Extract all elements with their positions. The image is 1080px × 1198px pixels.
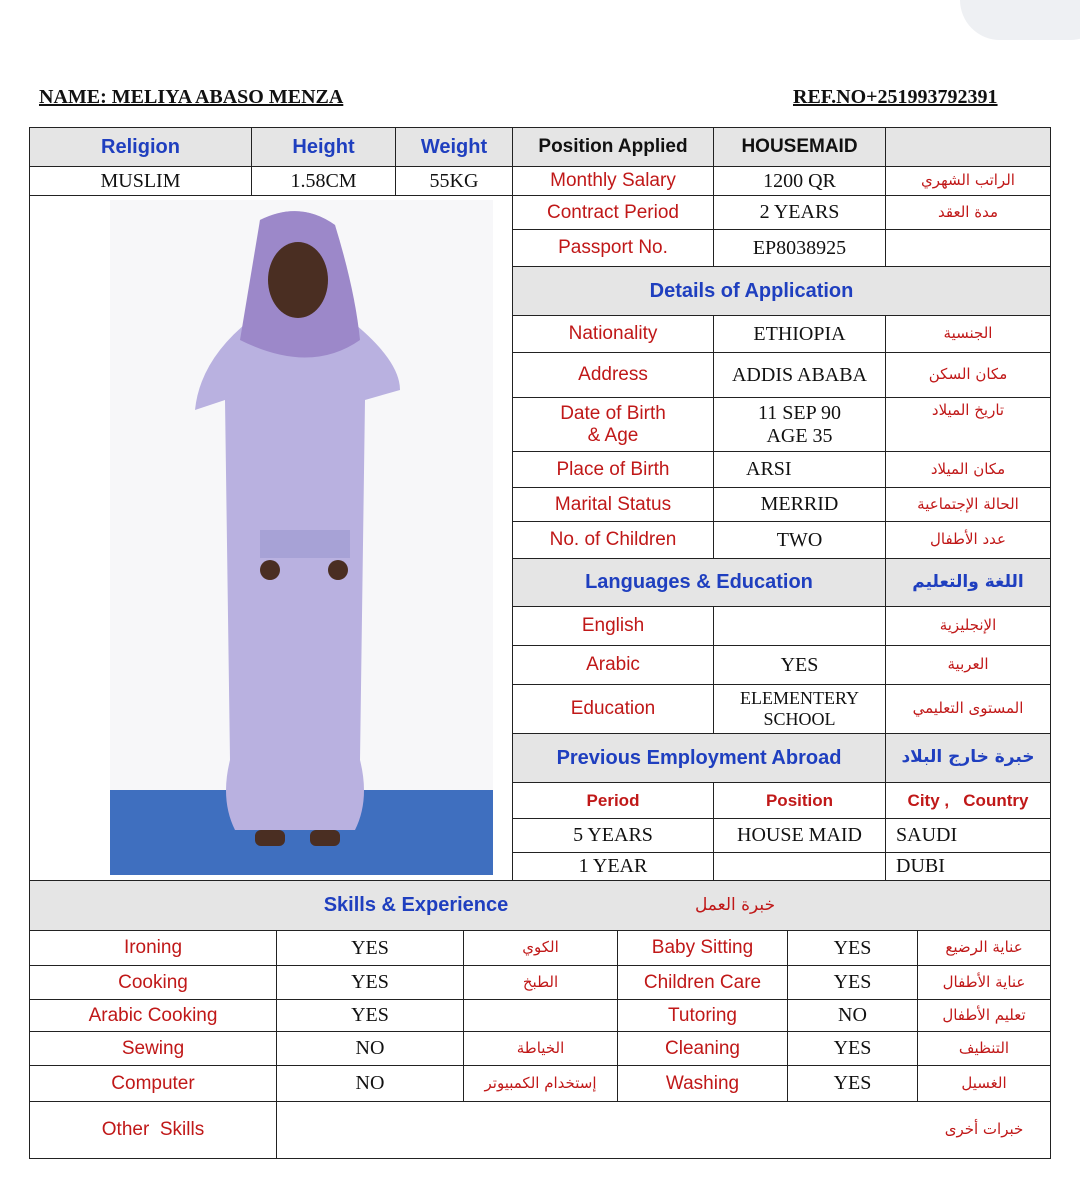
english-value	[713, 606, 886, 646]
position-arabic-empty	[885, 127, 1051, 167]
window-corner	[960, 0, 1080, 40]
skill-sewing-label: Sewing	[29, 1031, 277, 1066]
skill-sewing-arabic: الخياطة	[463, 1031, 618, 1066]
arabic-label: Arabic	[512, 645, 714, 685]
skill-ironing-value: YES	[276, 930, 464, 966]
other-skills-label: Other Skills	[29, 1101, 277, 1159]
candidate-figure-illustration	[110, 200, 493, 875]
skills-section-title-arabic: خبرة العمل	[694, 894, 776, 915]
details-section-title: Details of Application	[512, 266, 1051, 316]
address-arabic: مكان السكن	[885, 352, 1051, 398]
employment-row-2-location: DUBI	[885, 852, 1051, 881]
arabic-value: YES	[713, 645, 886, 685]
religion-value: MUSLIM	[29, 166, 252, 196]
place-of-birth-arabic: مكان الميلاد	[885, 451, 1051, 488]
skill-washing-arabic: الغسيل	[917, 1065, 1051, 1102]
skill-washing-label: Washing	[617, 1065, 788, 1102]
education-label: Education	[512, 684, 714, 734]
skill-arabic-cooking-value: YES	[276, 999, 464, 1032]
children-value: TWO	[713, 521, 886, 559]
employment-row-2-period: 1 YEAR	[512, 852, 714, 881]
english-arabic: الإنجليزية	[885, 606, 1051, 646]
education-arabic: المستوى التعليمي	[885, 684, 1051, 734]
height-label: Height	[251, 127, 396, 167]
skill-ironing-label: Ironing	[29, 930, 277, 966]
dob-age: AGE 35	[766, 424, 833, 447]
contract-period-value: 2 YEARS	[713, 195, 886, 230]
passport-label: Passport No.	[512, 229, 714, 267]
dob-value	[713, 397, 886, 452]
children-arabic: عدد الأطفال	[885, 521, 1051, 559]
employment-section-title-arabic: خبرة خارج البلاد	[885, 733, 1051, 783]
contract-period-arabic: مدة العقد	[885, 195, 1051, 230]
address-label: Address	[512, 352, 714, 398]
weight-label: Weight	[395, 127, 513, 167]
nationality-label: Nationality	[512, 315, 714, 353]
english-label: English	[512, 606, 714, 646]
employment-position-header: Position	[713, 782, 886, 819]
skill-baby-sitting-arabic: عناية الرضيع	[917, 930, 1051, 966]
place-of-birth-value: ARSI	[713, 451, 886, 488]
contract-period-label: Contract Period	[512, 195, 714, 230]
marital-status-arabic: الحالة الإجتماعية	[885, 487, 1051, 522]
skill-children-care-value: YES	[787, 965, 918, 1000]
skill-ironing-arabic: الكوي	[463, 930, 618, 966]
skill-children-care-arabic: عناية الأطفال	[917, 965, 1051, 1000]
nationality-value: ETHIOPIA	[713, 315, 886, 353]
skill-tutoring-label: Tutoring	[617, 999, 788, 1032]
skill-arabic-cooking-label: Arabic Cooking	[29, 999, 277, 1032]
employment-row-1-period: 5 YEARS	[512, 818, 714, 853]
position-applied-value: HOUSEMAID	[713, 127, 886, 167]
position-applied-label: Position Applied	[512, 127, 714, 167]
religion-label: Religion	[29, 127, 252, 167]
weight-value: 55KG	[395, 166, 513, 196]
education-value-line2: SCHOOL	[763, 709, 836, 729]
other-skills-arabic: خبرات أخرى	[944, 1120, 1024, 1139]
skill-washing-value: YES	[787, 1065, 918, 1102]
reference-number: REF.NO+251993792391	[793, 86, 998, 108]
monthly-salary-value: 1200 QR	[713, 166, 886, 196]
skill-computer-label: Computer	[29, 1065, 277, 1102]
marital-status-label: Marital Status	[512, 487, 714, 522]
employment-location-header: City , Country	[885, 782, 1051, 819]
passport-value: EP8038925	[713, 229, 886, 267]
marital-status-value: MERRID	[713, 487, 886, 522]
skill-cooking-value: YES	[276, 965, 464, 1000]
skill-tutoring-arabic: تعليم الأطفال	[917, 999, 1051, 1032]
skill-tutoring-value: NO	[787, 999, 918, 1032]
employment-period-header: Period	[512, 782, 714, 819]
dob-label	[512, 397, 714, 452]
children-label: No. of Children	[512, 521, 714, 559]
candidate-photo	[110, 200, 493, 875]
languages-section-title: Languages & Education	[512, 558, 886, 607]
skill-cooking-label: Cooking	[29, 965, 277, 1000]
monthly-salary-label: Monthly Salary	[512, 166, 714, 196]
skill-cleaning-value: YES	[787, 1031, 918, 1066]
skill-computer-arabic: إستخدام الكمبيوتر	[463, 1065, 618, 1102]
skill-baby-sitting-label: Baby Sitting	[617, 930, 788, 966]
arabic-arabic: العربية	[885, 645, 1051, 685]
dob-label-line2: & Age	[587, 424, 639, 446]
skill-computer-value: NO	[276, 1065, 464, 1102]
nationality-arabic: الجنسية	[885, 315, 1051, 353]
skill-children-care-label: Children Care	[617, 965, 788, 1000]
candidate-name: NAME: MELIYA ABASO MENZA	[39, 86, 344, 108]
monthly-salary-arabic: الراتب الشهري	[885, 166, 1051, 196]
employment-row-1-position: HOUSE MAID	[713, 818, 886, 853]
passport-arabic	[885, 229, 1051, 267]
skill-arabic-cooking-arabic	[463, 999, 618, 1032]
dob-date: 11 SEP 90	[758, 401, 841, 424]
skill-cleaning-arabic: التنظيف	[917, 1031, 1051, 1066]
languages-section-title-arabic: اللغة والتعليم	[885, 558, 1051, 607]
employment-row-1-location: SAUDI	[885, 818, 1051, 853]
employment-row-2-position	[713, 852, 886, 881]
skills-section-title: Skills & Experience	[323, 894, 509, 916]
height-value: 1.58CM	[251, 166, 396, 196]
dob-label-line1: Date of Birth	[560, 402, 666, 424]
skill-baby-sitting-value: YES	[787, 930, 918, 966]
place-of-birth-label: Place of Birth	[512, 451, 714, 488]
employment-section-title: Previous Employment Abroad	[512, 733, 886, 783]
skills-section-header	[29, 880, 1051, 931]
dob-arabic: تاريخ الميلاد	[885, 397, 1051, 452]
education-value-line1: ELEMENTERY	[740, 688, 859, 709]
education-value	[713, 684, 886, 734]
skill-sewing-value: NO	[276, 1031, 464, 1066]
skill-cooking-arabic: الطبخ	[463, 965, 618, 1000]
address-value: ADDIS ABABA	[713, 352, 886, 398]
skill-cleaning-label: Cleaning	[617, 1031, 788, 1066]
